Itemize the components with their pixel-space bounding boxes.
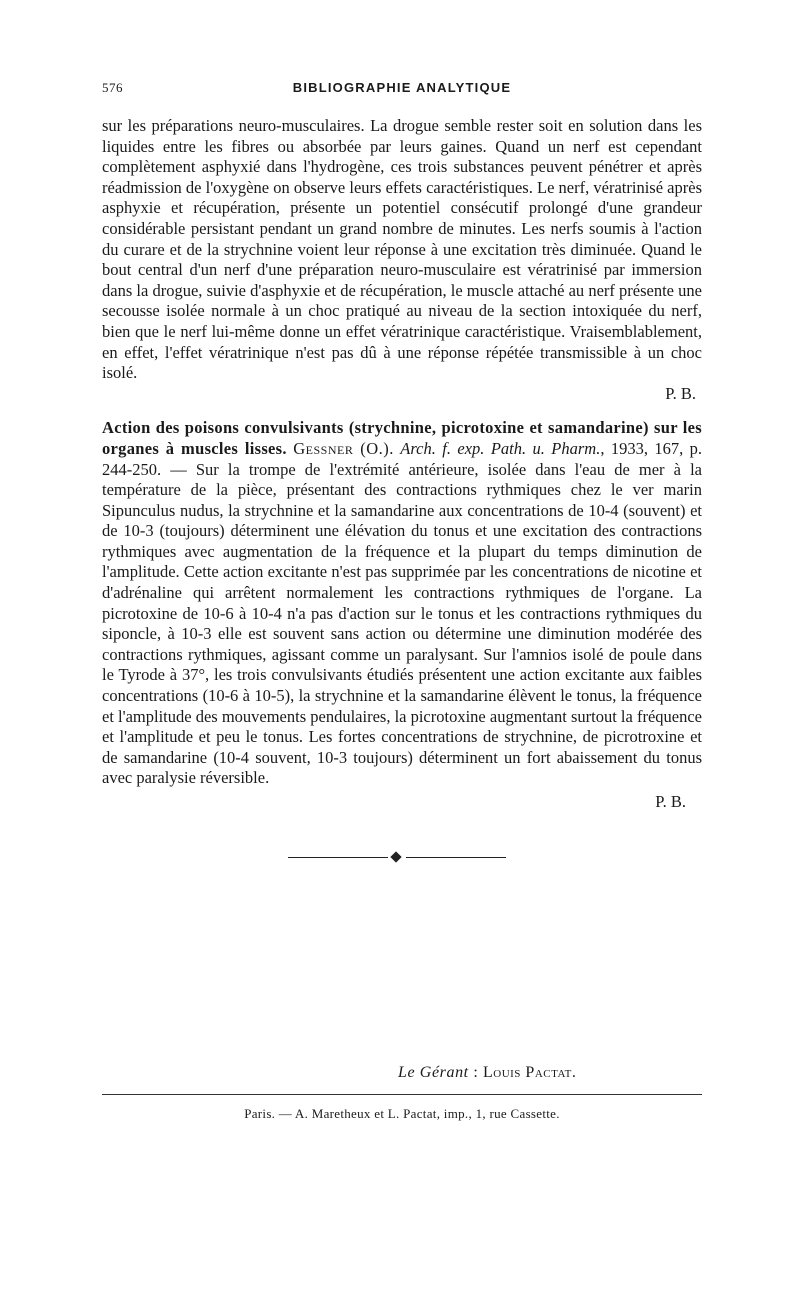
gerant-name: Louis Pactat. bbox=[482, 1064, 577, 1081]
gerant-label: Le Gérant bbox=[398, 1064, 469, 1081]
article-title: Action des poisons convulsivants (strychnine, picrotoxine et samandarine) sur les organes à muscles lisses. bbox=[102, 418, 702, 458]
page-number: 576 bbox=[102, 80, 123, 95]
journal-name: Arch. f. exp. Path. u. Pharm. bbox=[400, 438, 601, 458]
reviewer-signature: P. B. bbox=[665, 383, 696, 403]
body-text bbox=[102, 116, 702, 813]
ornament-line-right bbox=[406, 857, 506, 858]
article-abstract bbox=[102, 418, 702, 812]
article-body: Sur la trompe de l'extrémité antérieure, isolée dans l'eau de mer à la température de la pièce, présentant des contractions rythmiques chez le ver marin Sipunculus nudus, la strychnine et la samandarine aux concentrations de 10-4 (souvent) et de 10-3 (toujours) déterminent une élévation du tonus et une excitation des contractions rythmiques avec augmentation de la fréquence et la plupart du temps diminution de l'amplitude. Cette action excitante n'est pas supprimée par les concentrations de nicotine et d'adrénaline qui arrêtent normalement les contractions rythmiques de l'organe. La picrotoxine de 10-6 à 10-4 n'a pas d'action sur le tonus et les contractions rythmiques du siponcle, à 10-3 elle est souvent sans action ou détermine une diminution modérée des contractions rythmiques, agissant comme un paralysant. Sur l'amnios isolé de poule dans le Tyrode à 37°, les trois convulsivants étudiés présentent une action excitante aux faibles concentrations (10-6 à 10-5), la strychnine et la samandarine élèvent le tonus, la fréquence et l'amplitude des mouvements pendulaires, la picrotoxine augmentant surtout la fréquence et l'amplitude et peu le tonus. Les fortes concentrations de strychnine, de picrotroxine et de samandarine (10-4 souvent, 10-3 toujours) déterminent un fort abaissement du tonus avec paralysie réversible. bbox=[102, 459, 703, 788]
ornament-line-left bbox=[288, 857, 388, 858]
reviewer-signature-2: P. B. bbox=[655, 792, 686, 811]
article-author: Gessner (O.). bbox=[293, 438, 394, 458]
article-citation: , 1933, 167, p. 244-250. — bbox=[102, 438, 703, 479]
gerant-separator: : bbox=[468, 1064, 483, 1081]
gerant-line bbox=[398, 1064, 576, 1082]
printer-imprint: Paris. — A. Maretheux et L. Pactat, imp., 1, rue Cassette. bbox=[244, 1106, 560, 1121]
paragraph-continuation: sur les préparations neuro-musculaires. La drogue semble rester soit en solution dans les liquides entre les fibres ou absorbée par leurs gaines. Quand un nerf est cependant complètement asphyxié dans l'hydrogène, ces trois substances peuvent pénétrer et après réadmission de l'oxygène on observe leurs effets caractéristiques. Le nerf, vératrinisé après asphyxie et récupération, présente un potentiel consécutif prolongé d'une grandeur considérable persistant pendant un grand nombre de minutes. Les nerfs soumis à l'action du curare et de la strychnine voient leur réponse à une excitation très diminuée. Quand le bout central d'un nerf d'une préparation neuro-musculaire est vératrinisé par immersion dans la drogue, suivie d'asphyxie et de récupération, le muscle attaché au nerf présente une secousse isolée normale à un choc pratiqué au niveau de la section intoxiquée du nerf, bien que le nerf lui-même donne un effet vératrinique caractéristique. Vraisemblablement, en effet, l'effet vératrinique n'est pas dû à une réponse répétée transmissible à un choc isolé. bbox=[102, 116, 702, 383]
section-ornament bbox=[288, 851, 506, 865]
footer-rule bbox=[102, 1094, 702, 1095]
page-header bbox=[102, 80, 702, 100]
running-title: BIBLIOGRAPHIE ANALYTIQUE bbox=[292, 80, 512, 95]
diamond-icon bbox=[390, 851, 401, 862]
